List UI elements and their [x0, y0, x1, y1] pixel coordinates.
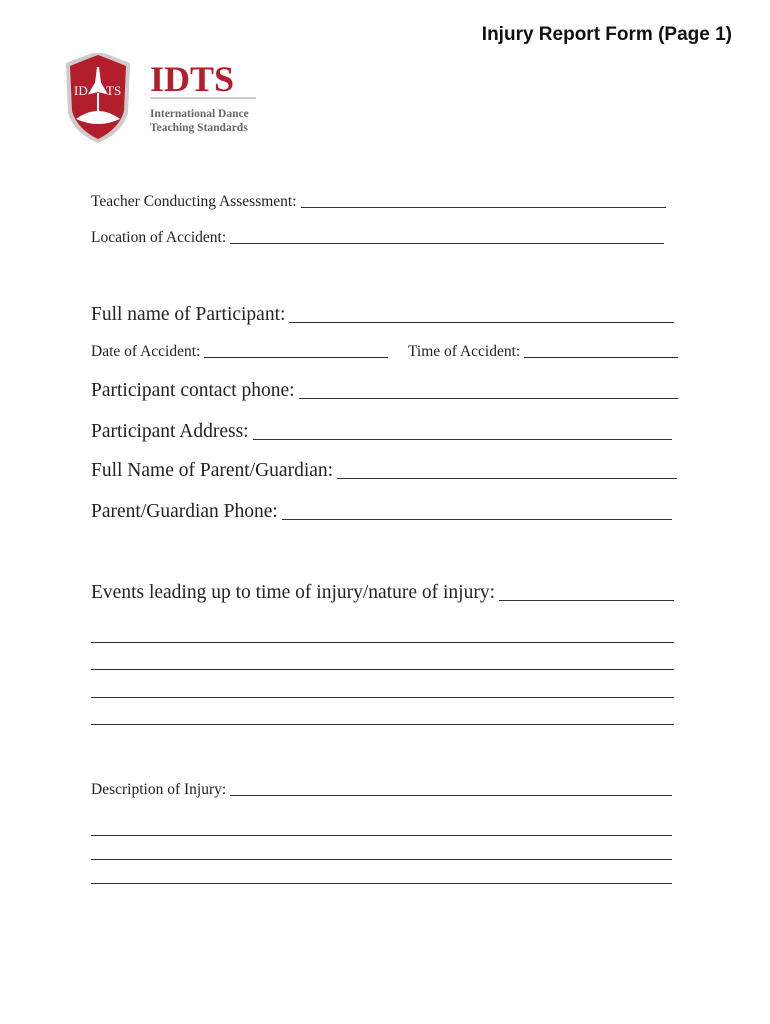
parent-phone-field[interactable]: [91, 501, 672, 523]
shield-text-left: ID: [74, 83, 88, 98]
phone-field[interactable]: [91, 380, 678, 402]
date-field[interactable]: [91, 343, 388, 361]
location-label: Location of Accident:: [91, 229, 227, 246]
events-label: Events leading up to time of injury/nature of injury:: [91, 582, 495, 603]
logo-wordmark: IDTS: [150, 59, 235, 99]
idts-logo: [62, 53, 262, 145]
events-line-1[interactable]: [91, 642, 674, 643]
events-field[interactable]: [91, 582, 674, 604]
teacher-label: Teacher Conducting Assessment:: [91, 193, 297, 210]
events-line-4[interactable]: [91, 724, 674, 725]
events-line-3[interactable]: [91, 697, 674, 698]
shield-text-right: TS: [106, 83, 122, 98]
parent-phone-label: Parent/Guardian Phone:: [91, 501, 278, 522]
events-line-2[interactable]: [91, 669, 674, 670]
time-label: Time of Accident:: [408, 343, 521, 360]
location-field[interactable]: [91, 229, 664, 247]
full-name-field[interactable]: [91, 304, 674, 326]
teacher-field[interactable]: [91, 193, 666, 211]
address-label: Participant Address:: [91, 421, 249, 442]
logo-line1: International Dance: [150, 108, 249, 120]
description-label: Description of Injury:: [91, 781, 227, 798]
page-title: Injury Report Form (Page 1): [481, 24, 732, 45]
address-field[interactable]: [91, 421, 672, 443]
description-line-1[interactable]: [91, 835, 672, 836]
parent-name-label: Full Name of Parent/Guardian:: [91, 460, 334, 481]
date-label: Date of Accident:: [91, 343, 201, 360]
parent-name-field[interactable]: [91, 460, 677, 482]
description-line-2[interactable]: [91, 859, 672, 860]
description-line-3[interactable]: [91, 883, 672, 884]
time-field[interactable]: [408, 343, 678, 361]
phone-label: Participant contact phone:: [91, 380, 295, 401]
description-field[interactable]: [91, 781, 672, 799]
logo-line2: Teaching Standards: [150, 122, 248, 134]
full-name-label: Full name of Participant:: [91, 304, 286, 325]
